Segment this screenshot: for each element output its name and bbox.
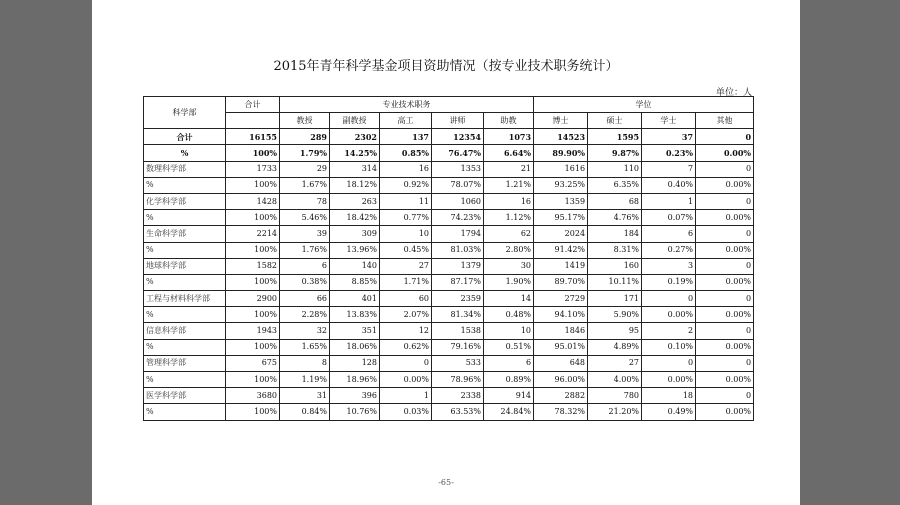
table-cell: 137	[380, 129, 432, 145]
table-row	[144, 161, 754, 177]
header-group-degree: 学位	[534, 97, 754, 113]
table-cell: 6.35%	[588, 177, 642, 193]
table-cell: 94.10%	[534, 307, 588, 323]
header-sub: 博士	[534, 113, 588, 129]
table-cell: 100%	[226, 404, 280, 420]
table-cell: 0	[696, 291, 754, 307]
table-row	[144, 372, 754, 388]
table-cell: 0.00%	[696, 339, 754, 355]
table-cell: 14523	[534, 129, 588, 145]
table-cell: 0.00%	[696, 404, 754, 420]
table-cell: 1.79%	[280, 145, 330, 161]
table-row	[144, 226, 754, 242]
row-label: %	[144, 210, 226, 226]
table-cell: 0.00%	[642, 372, 696, 388]
header-total: 合计	[226, 97, 280, 113]
page-number: -65-	[438, 478, 454, 487]
table-cell: 18.42%	[330, 210, 380, 226]
table-cell: 1794	[432, 226, 484, 242]
row-label: %	[144, 242, 226, 258]
table-cell: 39	[280, 226, 330, 242]
table-cell: 2338	[432, 388, 484, 404]
unit-label: 单位：人	[715, 88, 752, 98]
table-cell: 0.00%	[696, 274, 754, 290]
table-cell: 2024	[534, 226, 588, 242]
row-label: %	[144, 177, 226, 193]
table-cell: 1379	[432, 258, 484, 274]
table-cell: 6	[280, 258, 330, 274]
table-cell: 27	[380, 258, 432, 274]
header-sub: 高工	[380, 113, 432, 129]
table-cell: 0.00%	[380, 372, 432, 388]
document-page	[92, 0, 800, 505]
row-label: %	[144, 274, 226, 290]
table-row	[144, 323, 754, 339]
table-cell: 0	[696, 323, 754, 339]
table-cell: 66	[280, 291, 330, 307]
table-cell: 0.62%	[380, 339, 432, 355]
table-cell: 1073	[484, 129, 534, 145]
table-cell: 16	[484, 193, 534, 209]
table-cell: 2.28%	[280, 307, 330, 323]
table-cell: 1.21%	[484, 177, 534, 193]
table-cell: 100%	[226, 307, 280, 323]
table-cell: 0.00%	[642, 307, 696, 323]
table-cell: 10	[380, 226, 432, 242]
table-cell: 533	[432, 355, 484, 371]
header-total-blank	[226, 113, 280, 129]
table-cell: 4.89%	[588, 339, 642, 355]
table-cell: 2359	[432, 291, 484, 307]
table-row	[144, 404, 754, 420]
table-cell: 1353	[432, 161, 484, 177]
table-row	[144, 388, 754, 404]
table-cell: 27	[588, 355, 642, 371]
table-cell: 24.84%	[484, 404, 534, 420]
table-cell: 1.76%	[280, 242, 330, 258]
table-cell: 1.90%	[484, 274, 534, 290]
table-cell: 12	[380, 323, 432, 339]
table-cell: 3	[642, 258, 696, 274]
table-cell: 0.00%	[696, 307, 754, 323]
table-cell: 171	[588, 291, 642, 307]
table-cell: 81.03%	[432, 242, 484, 258]
table-cell: 0.51%	[484, 339, 534, 355]
table-cell: 8.31%	[588, 242, 642, 258]
table-cell: 8	[280, 355, 330, 371]
table-cell: 6	[642, 226, 696, 242]
table-cell: 10	[484, 323, 534, 339]
table-cell: 0	[642, 355, 696, 371]
table-cell: 0.85%	[380, 145, 432, 161]
row-label: 化学科学部	[144, 193, 226, 209]
table-cell: 1538	[432, 323, 484, 339]
table-cell: 9.87%	[588, 145, 642, 161]
table-cell: 31	[280, 388, 330, 404]
table-cell: 62	[484, 226, 534, 242]
table-cell: 184	[588, 226, 642, 242]
table-cell: 0.19%	[642, 274, 696, 290]
table-cell: 648	[534, 355, 588, 371]
table-cell: 16	[380, 161, 432, 177]
table-cell: 396	[330, 388, 380, 404]
row-label: 合计	[144, 129, 226, 145]
table-cell: 1595	[588, 129, 642, 145]
table-cell: 79.16%	[432, 339, 484, 355]
table-cell: 0.00%	[696, 145, 754, 161]
table-cell: 1846	[534, 323, 588, 339]
table-cell: 2.07%	[380, 307, 432, 323]
table-row	[144, 274, 754, 290]
header-sub: 副教授	[330, 113, 380, 129]
table-cell: 95	[588, 323, 642, 339]
table-cell: 93.25%	[534, 177, 588, 193]
table-cell: 289	[280, 129, 330, 145]
table-cell: 6.64%	[484, 145, 534, 161]
table-cell: 1	[380, 388, 432, 404]
header-sub: 助教	[484, 113, 534, 129]
table-cell: 81.34%	[432, 307, 484, 323]
row-label: 地球科学部	[144, 258, 226, 274]
table-cell: 0.92%	[380, 177, 432, 193]
table-cell: 1419	[534, 258, 588, 274]
table-cell: 18	[642, 388, 696, 404]
table-cell: 2.80%	[484, 242, 534, 258]
table-cell: 12354	[432, 129, 484, 145]
table-cell: 13.96%	[330, 242, 380, 258]
table-cell: 30	[484, 258, 534, 274]
table-cell: 2	[642, 323, 696, 339]
data-table	[143, 96, 754, 421]
table-cell: 0.27%	[642, 242, 696, 258]
table-cell: 110	[588, 161, 642, 177]
table-cell: 1.67%	[280, 177, 330, 193]
table-cell: 16155	[226, 129, 280, 145]
table-cell: 63.53%	[432, 404, 484, 420]
table-cell: 0	[696, 226, 754, 242]
table-cell: 1.65%	[280, 339, 330, 355]
row-label: 工程与材料科学部	[144, 291, 226, 307]
table-cell: 0	[696, 355, 754, 371]
table-row	[144, 339, 754, 355]
table-cell: 2900	[226, 291, 280, 307]
table-cell: 18.96%	[330, 372, 380, 388]
table-cell: 309	[330, 226, 380, 242]
table-cell: 37	[642, 129, 696, 145]
table-cell: 100%	[226, 339, 280, 355]
table-cell: 0.77%	[380, 210, 432, 226]
row-label: %	[144, 339, 226, 355]
table-cell: 76.47%	[432, 145, 484, 161]
table-cell: 2302	[330, 129, 380, 145]
table-row	[144, 291, 754, 307]
table-cell: 78.96%	[432, 372, 484, 388]
table-cell: 1359	[534, 193, 588, 209]
table-cell: 351	[330, 323, 380, 339]
table-cell: 0	[696, 258, 754, 274]
table-cell: 1.19%	[280, 372, 330, 388]
table-cell: 100%	[226, 145, 280, 161]
table-cell: 95.17%	[534, 210, 588, 226]
table-cell: 0	[696, 193, 754, 209]
table-cell: 0.23%	[642, 145, 696, 161]
table-row	[144, 129, 754, 145]
table-cell: 0.48%	[484, 307, 534, 323]
table-cell: 29	[280, 161, 330, 177]
table-cell: 0	[642, 291, 696, 307]
row-label: %	[144, 307, 226, 323]
table-cell: 0.03%	[380, 404, 432, 420]
table-cell: 21	[484, 161, 534, 177]
table-cell: 1.12%	[484, 210, 534, 226]
table-cell: 89.70%	[534, 274, 588, 290]
table-cell: 100%	[226, 274, 280, 290]
table-cell: 0.89%	[484, 372, 534, 388]
row-label: 信息科学部	[144, 323, 226, 339]
table-cell: 0	[696, 129, 754, 145]
table-cell: 74.23%	[432, 210, 484, 226]
table-cell: 5.46%	[280, 210, 330, 226]
table-cell: 100%	[226, 372, 280, 388]
header-dept: 科学部	[144, 97, 226, 129]
table-cell: 1616	[534, 161, 588, 177]
table-cell: 1733	[226, 161, 280, 177]
table-cell: 914	[484, 388, 534, 404]
table-cell: 14.25%	[330, 145, 380, 161]
table-cell: 10.76%	[330, 404, 380, 420]
table-cell: 0.00%	[696, 177, 754, 193]
table-cell: 68	[588, 193, 642, 209]
header-sub: 教授	[280, 113, 330, 129]
table-cell: 1.71%	[380, 274, 432, 290]
row-label: %	[144, 145, 226, 161]
table-cell: 0.49%	[642, 404, 696, 420]
table-cell: 100%	[226, 177, 280, 193]
table-cell: 0.45%	[380, 242, 432, 258]
row-label: 数理科学部	[144, 161, 226, 177]
table-cell: 100%	[226, 242, 280, 258]
table-cell: 2214	[226, 226, 280, 242]
table-row	[144, 355, 754, 371]
header-sub: 硕士	[588, 113, 642, 129]
table-cell: 78.32%	[534, 404, 588, 420]
table-cell: 6	[484, 355, 534, 371]
table-cell: 0	[696, 161, 754, 177]
table-cell: 0	[696, 388, 754, 404]
table-row	[144, 145, 754, 161]
table-cell: 0.40%	[642, 177, 696, 193]
table-cell: 18.06%	[330, 339, 380, 355]
table-cell: 78	[280, 193, 330, 209]
table-cell: 401	[330, 291, 380, 307]
row-label: 医学科学部	[144, 388, 226, 404]
table-cell: 3680	[226, 388, 280, 404]
table-row	[144, 193, 754, 209]
table-cell: 96.00%	[534, 372, 588, 388]
table-cell: 160	[588, 258, 642, 274]
table-cell: 13.83%	[330, 307, 380, 323]
table-cell: 95.01%	[534, 339, 588, 355]
table-cell: 1943	[226, 323, 280, 339]
table-cell: 1060	[432, 193, 484, 209]
table-cell: 314	[330, 161, 380, 177]
table-cell: 18.12%	[330, 177, 380, 193]
table-row	[144, 210, 754, 226]
table-cell: 4.00%	[588, 372, 642, 388]
table-cell: 780	[588, 388, 642, 404]
table-cell: 5.90%	[588, 307, 642, 323]
table-row	[144, 242, 754, 258]
table-cell: 0.10%	[642, 339, 696, 355]
page-title: 2015年青年科学基金项目资助情况（按专业技术职务统计）	[273, 59, 619, 74]
table-cell: 1582	[226, 258, 280, 274]
header-group-professional: 专业技术职务	[280, 97, 534, 113]
row-label: 生命科学部	[144, 226, 226, 242]
table-cell: 0.84%	[280, 404, 330, 420]
row-label: %	[144, 372, 226, 388]
table-cell: 91.42%	[534, 242, 588, 258]
table-cell: 128	[330, 355, 380, 371]
table-cell: 8.85%	[330, 274, 380, 290]
table-cell: 7	[642, 161, 696, 177]
header-sub: 讲师	[432, 113, 484, 129]
row-label: %	[144, 404, 226, 420]
table-cell: 1428	[226, 193, 280, 209]
table-row	[144, 307, 754, 323]
table-row	[144, 258, 754, 274]
table-cell: 263	[330, 193, 380, 209]
table-cell: 0.38%	[280, 274, 330, 290]
table-cell: 11	[380, 193, 432, 209]
table-cell: 0.00%	[696, 210, 754, 226]
table-cell: 0.00%	[696, 372, 754, 388]
table-row	[144, 177, 754, 193]
table-cell: 1	[642, 193, 696, 209]
table-cell: 78.07%	[432, 177, 484, 193]
table-cell: 4.76%	[588, 210, 642, 226]
table-cell: 10.11%	[588, 274, 642, 290]
table-cell: 2729	[534, 291, 588, 307]
table-cell: 0	[380, 355, 432, 371]
header-sub: 其他	[696, 113, 754, 129]
table-cell: 100%	[226, 210, 280, 226]
table-cell: 60	[380, 291, 432, 307]
table-cell: 675	[226, 355, 280, 371]
table-cell: 140	[330, 258, 380, 274]
table-cell: 87.17%	[432, 274, 484, 290]
table-cell: 32	[280, 323, 330, 339]
header-sub: 学士	[642, 113, 696, 129]
table-body	[144, 129, 754, 420]
row-label: 管理科学部	[144, 355, 226, 371]
table-cell: 0.00%	[696, 242, 754, 258]
table-cell: 2882	[534, 388, 588, 404]
table-cell: 21.20%	[588, 404, 642, 420]
table-cell: 89.90%	[534, 145, 588, 161]
table-cell: 14	[484, 291, 534, 307]
table-cell: 0.07%	[642, 210, 696, 226]
